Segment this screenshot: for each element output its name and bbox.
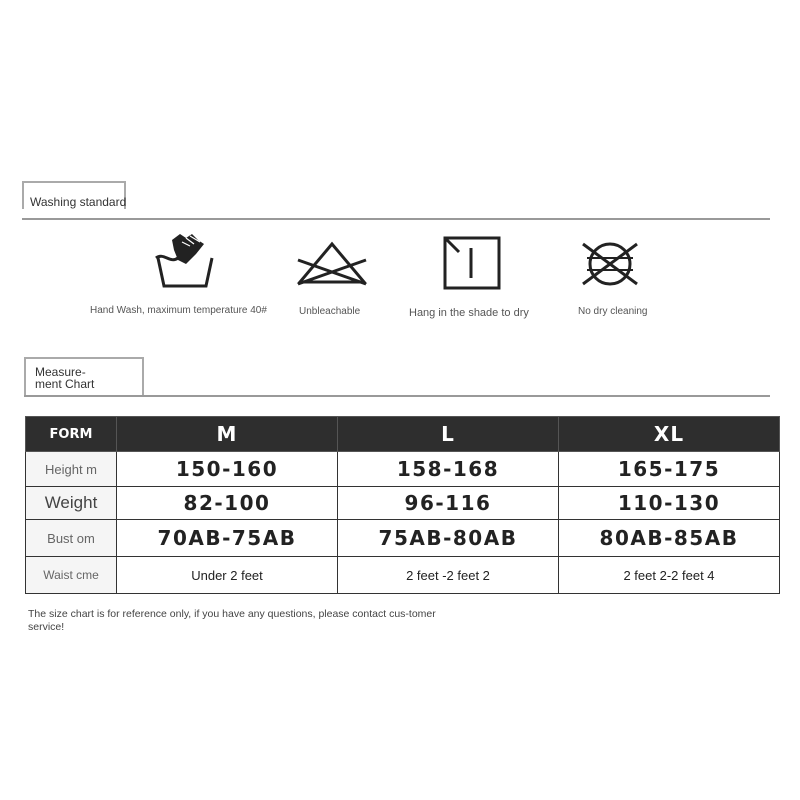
measurement-title-line2: ment Chart [35, 377, 95, 391]
shade-dry-label: Hang in the shade to dry [409, 307, 529, 319]
header-size-xl: XL [559, 417, 780, 452]
header-size-m: M [117, 417, 338, 452]
no-bleach-icon [296, 240, 368, 286]
row-label-waist: Waist cme [26, 557, 117, 594]
no-dry-clean-icon [579, 238, 641, 290]
cell-height-xl: 165-175 [559, 452, 780, 487]
no-dry-clean-label: No dry cleaning [578, 306, 648, 317]
hand-wash-label: Hand Wash, maximum temperature 40# [90, 305, 267, 316]
measurement-chart-tab [24, 357, 144, 397]
cell-bust-m: 70AB-75AB [117, 520, 338, 557]
row-label-weight: Weight [26, 487, 117, 520]
cell-weight-m: 82-100 [117, 487, 338, 520]
shade-dry-icon [443, 236, 501, 290]
table-row-weight [26, 487, 780, 520]
cell-waist-l: 2 feet -2 feet 2 [338, 557, 559, 594]
measurement-title-line1: Measure- [35, 365, 86, 379]
table-row-bust [26, 520, 780, 557]
hand-wash-icon [150, 230, 220, 290]
cell-waist-m: Under 2 feet [117, 557, 338, 594]
wash-item-bleach [296, 240, 368, 286]
row-label-bust: Bust om [26, 520, 117, 557]
cell-weight-l: 96-116 [338, 487, 559, 520]
cell-bust-xl: 80AB-85AB [559, 520, 780, 557]
table-row-height [26, 452, 780, 487]
washing-divider [22, 218, 770, 220]
cell-bust-l: 75AB-80AB [338, 520, 559, 557]
cell-waist-xl: 2 feet 2-2 feet 4 [559, 557, 780, 594]
header-size-l: L [338, 417, 559, 452]
cell-height-m: 150-160 [117, 452, 338, 487]
table-row-waist [26, 557, 780, 594]
cell-weight-xl: 110-130 [559, 487, 780, 520]
no-bleach-label: Unbleachable [299, 306, 361, 317]
header-form: FORM [26, 417, 117, 452]
size-table-header [26, 417, 780, 452]
cell-height-l: 158-168 [338, 452, 559, 487]
measurement-divider [24, 395, 770, 397]
wash-item-shade-dry [443, 236, 501, 290]
washing-standard-title: Washing standard [30, 195, 127, 209]
size-table [25, 416, 780, 594]
row-label-height: Height m [26, 452, 117, 487]
wash-item-hand [150, 230, 220, 290]
wash-item-dry-clean [579, 238, 641, 290]
washing-standard-tab [22, 181, 126, 209]
size-chart-note: The size chart is for reference only, if you have any questions, please contact cus-tomer service! [28, 608, 436, 633]
measurement-chart-title [35, 366, 94, 390]
